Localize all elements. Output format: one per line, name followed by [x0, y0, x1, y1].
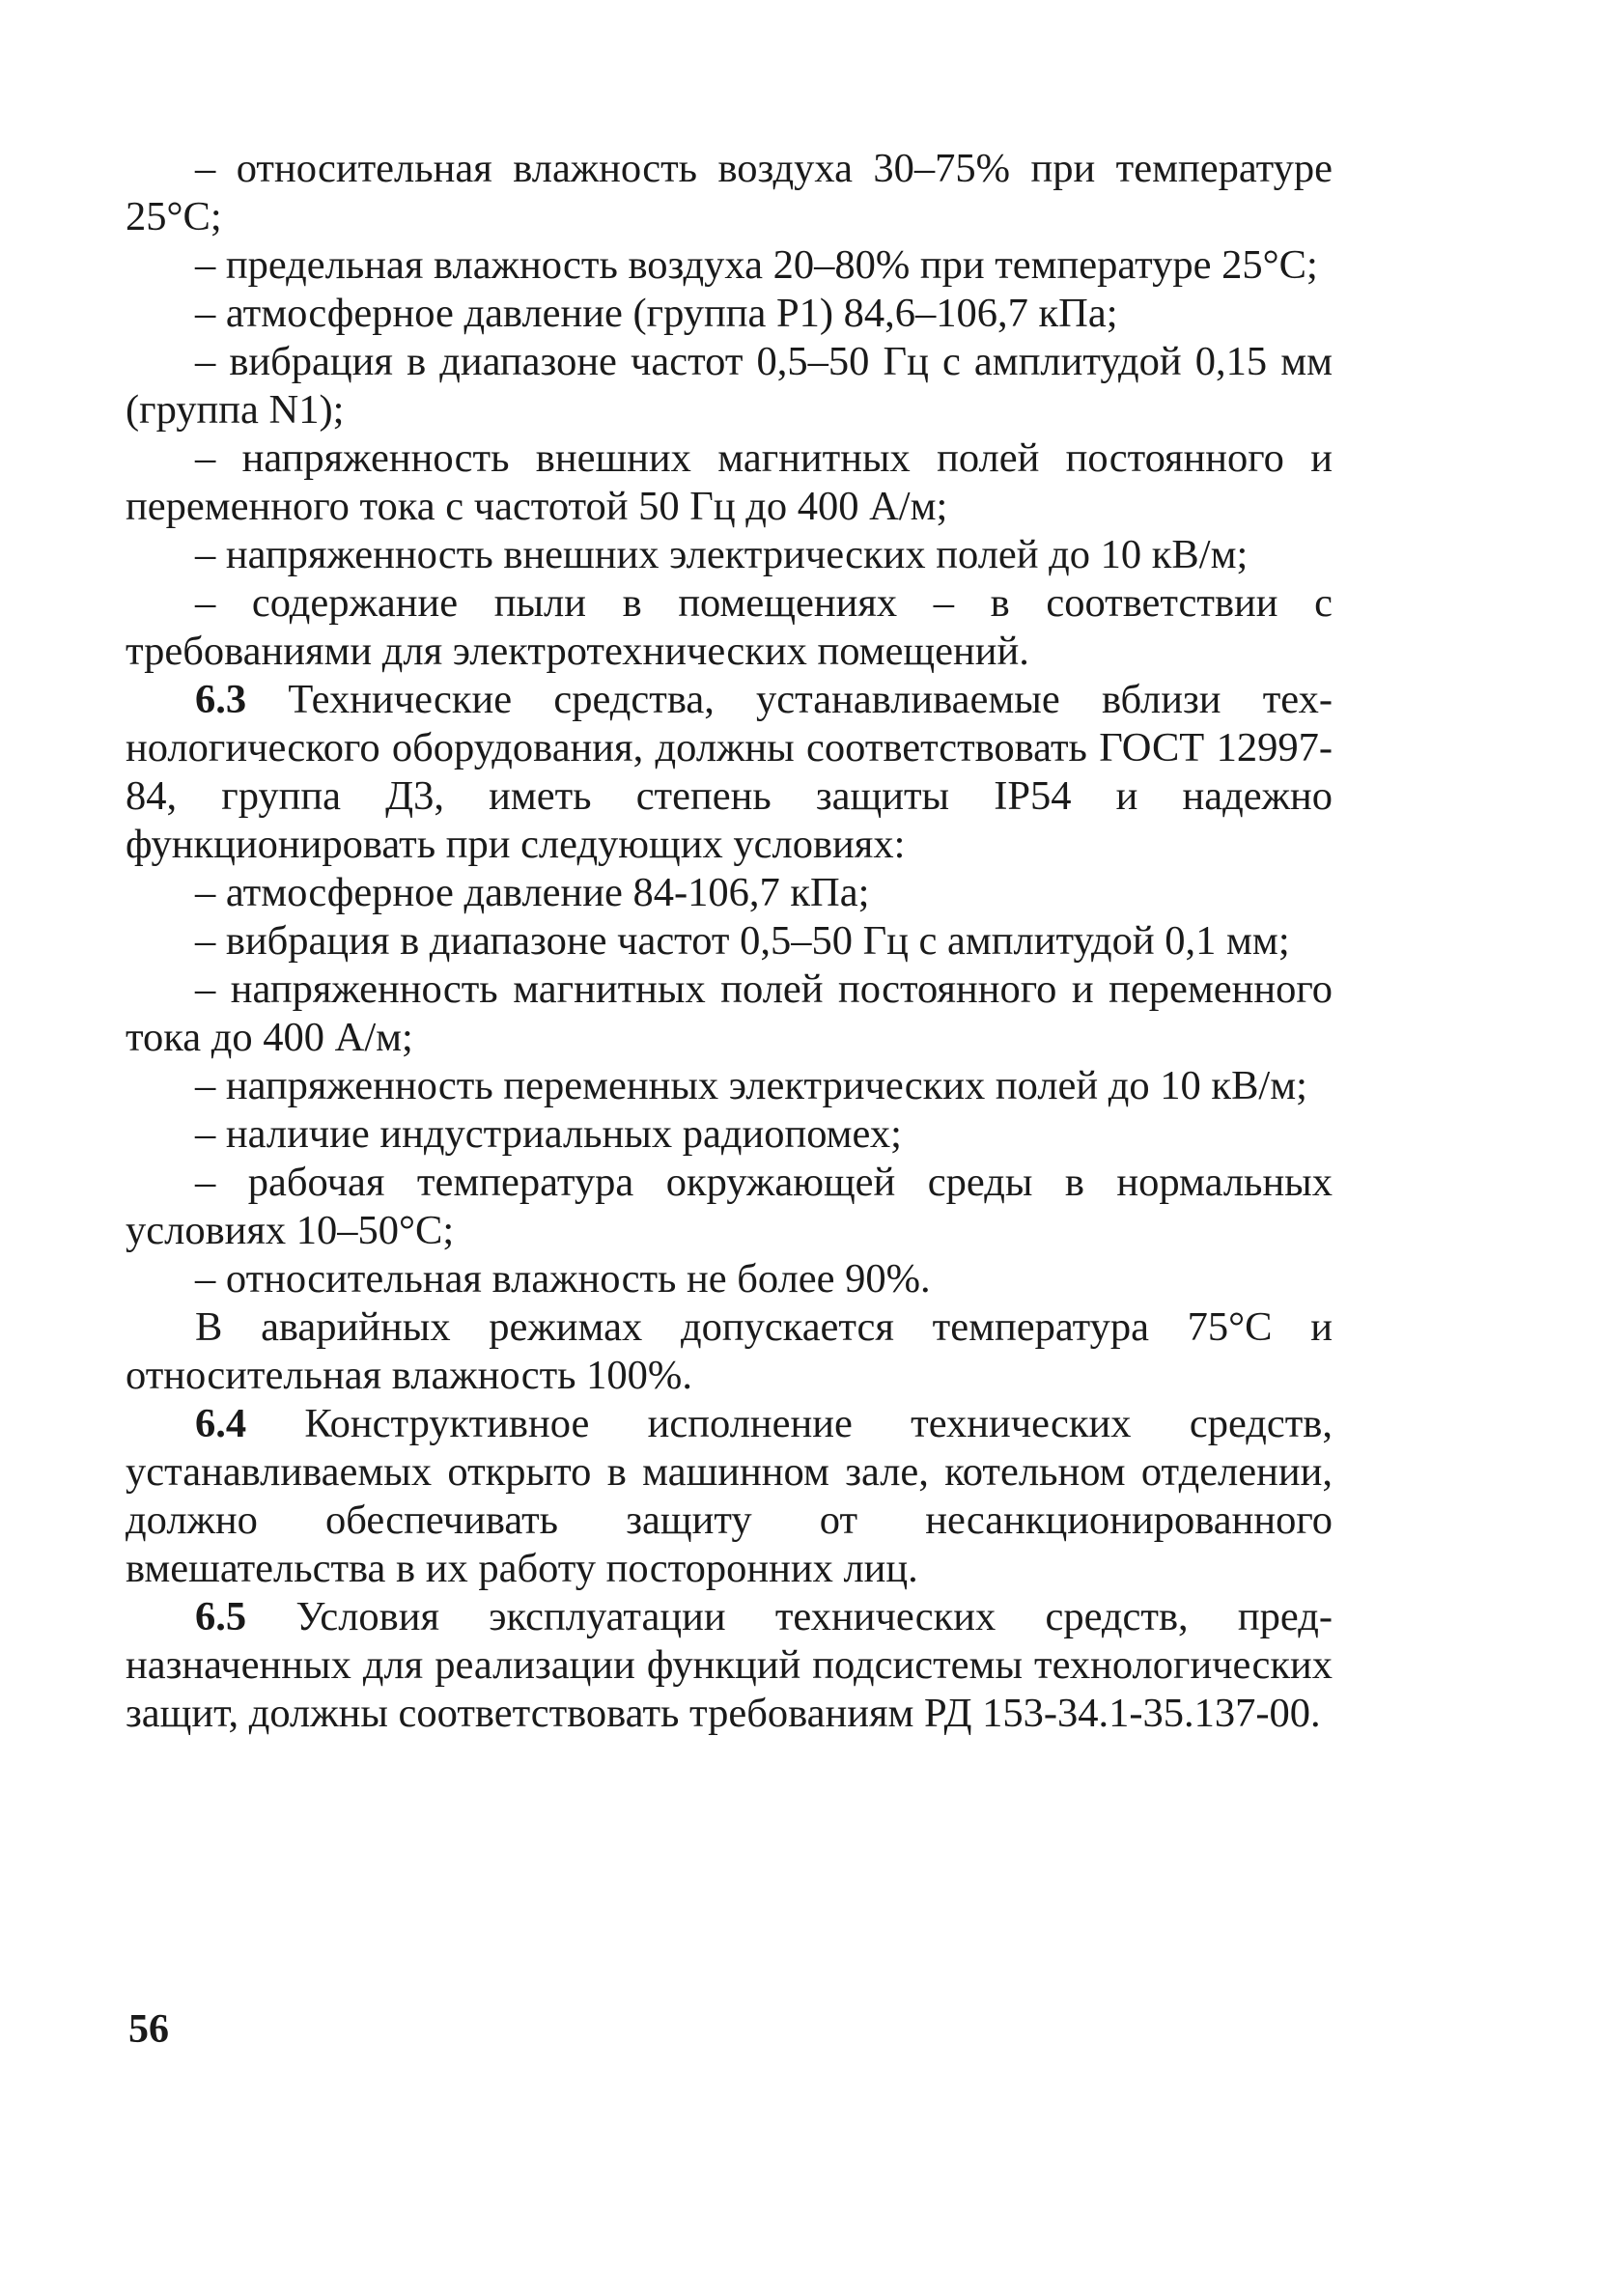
list-item: – напряженность магнитных полей постоянного и переменного тока до 400 А/м;	[126, 966, 1333, 1060]
section-number: 6.4	[195, 1401, 247, 1446]
section-number: 6.3	[195, 677, 247, 722]
list-item: – напряженность переменных электрических полей до 10 кВ/м;	[195, 1063, 1307, 1108]
list-item: – вибрация в диапазоне частот 0,5–50 Гц с амплитудой 0,15 мм (группа N1);	[126, 339, 1333, 433]
section-6-5-paragraph	[126, 1593, 1333, 1738]
list-item: – наличие индустриальных радиопомех;	[195, 1111, 902, 1157]
list-item: – относительная влажность воздуха 30–75% при температуре 25°С;	[126, 146, 1333, 239]
list-item: – напряженность внешних магнитных полей постоянного и переменного тока с частотой 50 Гц до 400 А/м;	[126, 435, 1333, 529]
emergency-note: В аварийных режимах допускается температура 75°С и относительная влажность 100%.	[126, 1304, 1333, 1398]
list-item: – рабочая температура окружающей среды в нормальных условиях 10–50°С;	[126, 1160, 1333, 1253]
page-body	[126, 145, 1333, 1738]
section-text: Технические средства, устанавливаемые вблизи технологического оборудования, должны соответствовать ГОСТ 12997-84, группа Д3, иметь степень защиты IP54 и надежно функционировать при следующих условиях:	[126, 677, 1333, 867]
list-item: – атмосферное давление (группа Р1) 84,6–106,7 кПа;	[195, 291, 1118, 336]
page-number: 56	[128, 2007, 169, 2052]
section-number: 6.5	[195, 1594, 247, 1639]
list-item: – относительная влажность не более 90%.	[195, 1256, 931, 1302]
section-text: Условия эксплуатации технических средств, предназначенных для реализации функций подсистемы технологических защит, должны соответствовать требованиям РД 153-34.1-35.137-00.	[126, 1594, 1333, 1736]
section-6-4-paragraph	[126, 1400, 1333, 1593]
list-item: – предельная влажность воздуха 20–80% при температуре 25°С;	[195, 242, 1318, 288]
list-item: – содержание пыли в помещениях – в соответствии с требованиями для электротехнических помещений.	[126, 580, 1333, 674]
section-6-3-paragraph	[126, 676, 1333, 869]
list-item: – атмосферное давление 84-106,7 кПа;	[195, 870, 870, 915]
list-item: – вибрация в диапазоне частот 0,5–50 Гц с амплитудой 0,1 мм;	[195, 918, 1290, 964]
list-item: – напряженность внешних электрических полей до 10 кВ/м;	[195, 532, 1249, 577]
section-text: Конструктивное исполнение технических средств, устанавливаемых открыто в машинном зале, котельном отделении, должно обеспечивать защиту от несанкционированного вмешательства в их работу посторонних лиц.	[126, 1401, 1333, 1591]
